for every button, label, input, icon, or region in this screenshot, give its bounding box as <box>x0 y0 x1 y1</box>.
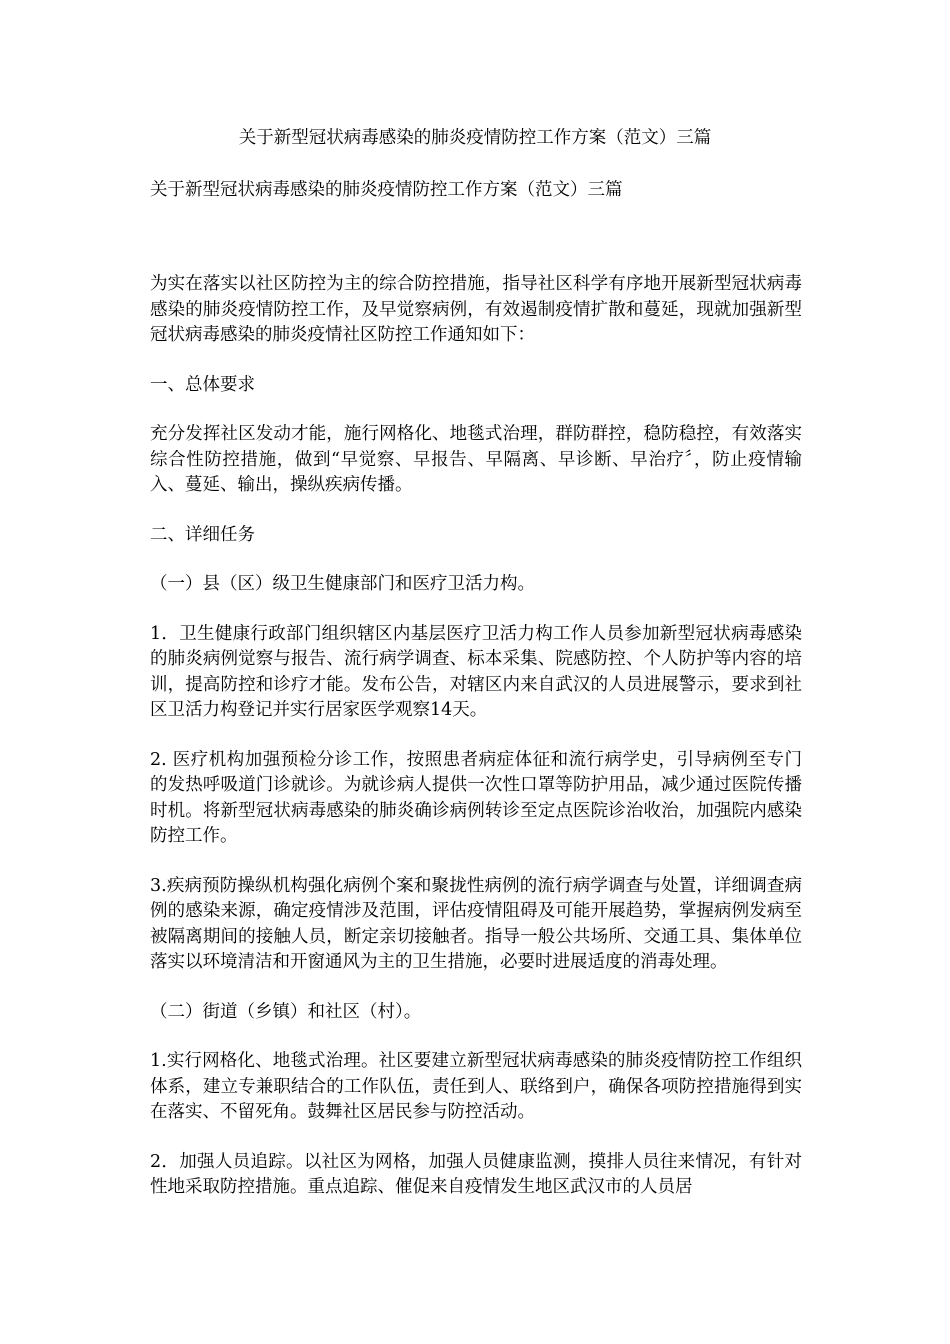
paragraph-community-item-1: 1.实行网格化、地毯式治理。社区要建立新型冠状病毒感染的肺炎疫情防控工作组织体系，建立专兼职结合的工作队伍，责任到人、联络到户，确保各项防控措施得到实在落实、不留死角。鼓舞社区居民参与防控活动。 <box>150 1051 802 1122</box>
paragraph-item-1: 1．卫生健康行政部门组织辖区内基层医疗卫活力构工作人员参加新型冠状病毒感染的肺炎病例觉察与报告、流行病学调查、标本采集、院感防控、个人防护等内容的培训，提高防控和诊疗才能。发布公告，对辖区内来自武汉的人员进展警示，要求到社区卫活力构登记并实行居家医学观察14天。 <box>150 623 802 720</box>
subsection-heading-county-health: （一）县（区）级卫生健康部门和医疗卫活力构。 <box>150 574 535 594</box>
paragraph-general-requirements: 充分发挥社区发动才能，施行网格化、地毯式治理，群防群控，稳防稳控，有效落实综合性防控措施，做到“早觉察、早报告、早隔离、早诊断、早治疗〞，防止疫情输入、蔓延、输出，操纵疾病传播。 <box>150 424 802 495</box>
paragraph-item-3: 3.疾病预防操纵机构强化病例个案和聚拢性病例的流行病学调查与处置，详细调查病例的感染来源，确定疫情涉及范围，评估疫情阻碍及可能开展趋势，掌握病例发病至被隔离期间的接触人员，断定亲切接触者。指导一般公共场所、交通工具、集体单位落实以环境清洁和开窗通风为主的卫生措施，必要时进展适度的消毒处理。 <box>150 875 802 972</box>
section-heading-general-requirements: 一、总体要求 <box>150 374 255 395</box>
subsection-heading-streets-communities: （二）街道（乡镇）和社区（村）。 <box>150 1001 422 1022</box>
document-title: 关于新型冠状病毒感染的肺炎疫情防控工作方案（范文）三篇 <box>238 128 712 148</box>
paragraph-intro: 为实在落实以社区防控为主的综合防控措施，指导社区科学有序地开展新型冠状病毒感染的肺炎疫情防控工作，及早觉察病例，有效遏制疫情扩散和蔓延，现就加强新型冠状病毒感染的肺炎疫情社区防控工作通知如下： <box>150 274 802 345</box>
paragraph-item-2: 2. 医疗机构加强预检分诊工作，按照患者病症体征和流行病学史，引导病例至专门的发热呼吸道门诊就诊。为就诊病人提供一次性口罩等防护用品，减少通过医院传播时机。将新型冠状病毒感染的肺炎确诊病例转诊至定点医院诊治收治，加强院内感染防控工作。 <box>150 749 802 846</box>
document-subtitle: 关于新型冠状病毒感染的肺炎疫情防控工作方案（范文）三篇 <box>150 180 623 200</box>
section-heading-specific-tasks: 二、详细任务 <box>150 524 255 545</box>
paragraph-community-item-2: 2．加强人员追踪。以社区为网格，加强人员健康监测，摸排人员往来情况，有针对性地采取防控措施。重点追踪、催促来自疫情发生地区武汉市的人员居 <box>150 1151 802 1197</box>
document-body <box>150 272 802 1225</box>
